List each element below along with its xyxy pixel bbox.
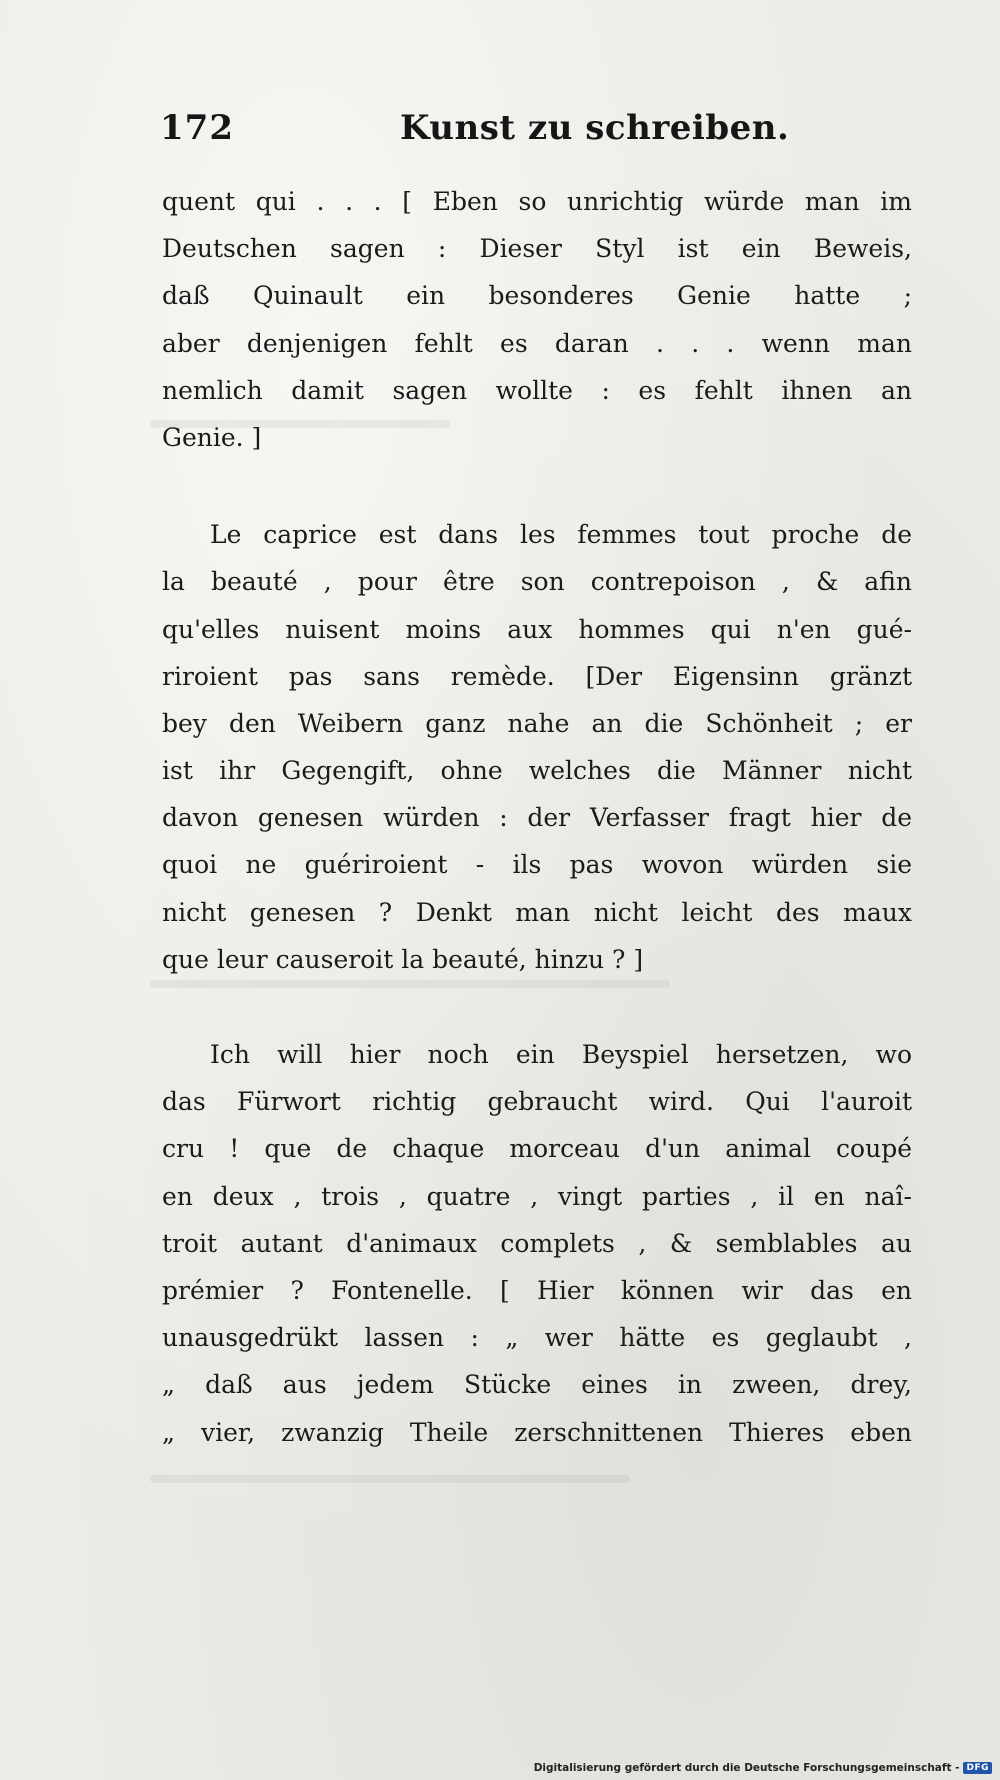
paragraph-2 xyxy=(162,511,912,983)
paragraph-1 xyxy=(162,178,912,461)
page-number: 172 xyxy=(160,108,234,148)
show-through-mark xyxy=(150,1475,630,1483)
text-line: Le caprice est dans les femmes tout proche de xyxy=(210,520,912,550)
text-line: cru ! que de chaque morceau d'un animal coupé xyxy=(162,1134,912,1164)
text-line: troit autant d'animaux complets , & semblables au xyxy=(162,1228,912,1258)
digitization-footer xyxy=(534,1762,992,1774)
text-line: unausgedrükt lassen : „ wer hätte es geglaubt , xyxy=(162,1323,912,1353)
text-line: bey den Weibern ganz nahe an die Schönheit ; er xyxy=(162,708,912,738)
text-line: Genie. ] xyxy=(162,422,262,452)
text-line: qu'elles nuisent moins aux hommes qui n'en gué- xyxy=(162,614,912,644)
text-line: nemlich damit sagen wollte : es fehlt ihnen an xyxy=(162,375,912,405)
running-title: Kunst zu schreiben. xyxy=(400,108,790,148)
text-line: davon genesen würden : der Verfasser fragt hier de xyxy=(162,803,912,833)
text-line: quent qui . . . [ Eben so unrichtig würde man im xyxy=(162,187,912,216)
text-line: riroient pas sans remède. [Der Eigensinn gränzt xyxy=(162,661,912,691)
text-line: „ vier, zwanzig Theile zerschnittenen Thieres eben xyxy=(162,1417,912,1447)
page-header xyxy=(160,108,905,158)
body-text xyxy=(162,178,912,1456)
text-line: aber denjenigen fehlt es daran . . . wenn man xyxy=(162,328,912,358)
text-line: das Fürwort richtig gebraucht wird. Qui l'auroit xyxy=(162,1087,912,1117)
paragraph-3 xyxy=(162,1031,912,1456)
text-line: la beauté , pour être son contrepoison , & afin xyxy=(162,567,912,597)
text-line: Deutschen sagen : Dieser Styl ist ein Beweis, xyxy=(162,234,912,264)
text-line: en deux , trois , quatre , vingt parties , il en naî- xyxy=(162,1181,912,1211)
dfg-logo-icon: DFG xyxy=(963,1762,992,1774)
text-line: quoi ne guériroient - ils pas wovon würden sie xyxy=(162,850,912,880)
text-line: prémier ? Fontenelle. [ Hier können wir das en xyxy=(162,1275,912,1305)
text-line: Ich will hier noch ein Beyspiel hersetzen, wo xyxy=(210,1040,912,1069)
text-line: ist ihr Gegengift, ohne welches die Männer nicht xyxy=(162,756,912,786)
text-line: nicht genesen ? Denkt man nicht leicht des maux xyxy=(162,897,912,927)
text-line: que leur causeroit la beauté, hinzu ? ] xyxy=(162,944,644,974)
text-line: „ daß aus jedem Stücke eines in zween, drey, xyxy=(162,1370,912,1400)
text-line: daß Quinault ein besonderes Genie hatte ; xyxy=(162,281,912,311)
footer-credit: Digitalisierung gefördert durch die Deutsche Forschungsgemeinschaft - xyxy=(533,1762,960,1774)
